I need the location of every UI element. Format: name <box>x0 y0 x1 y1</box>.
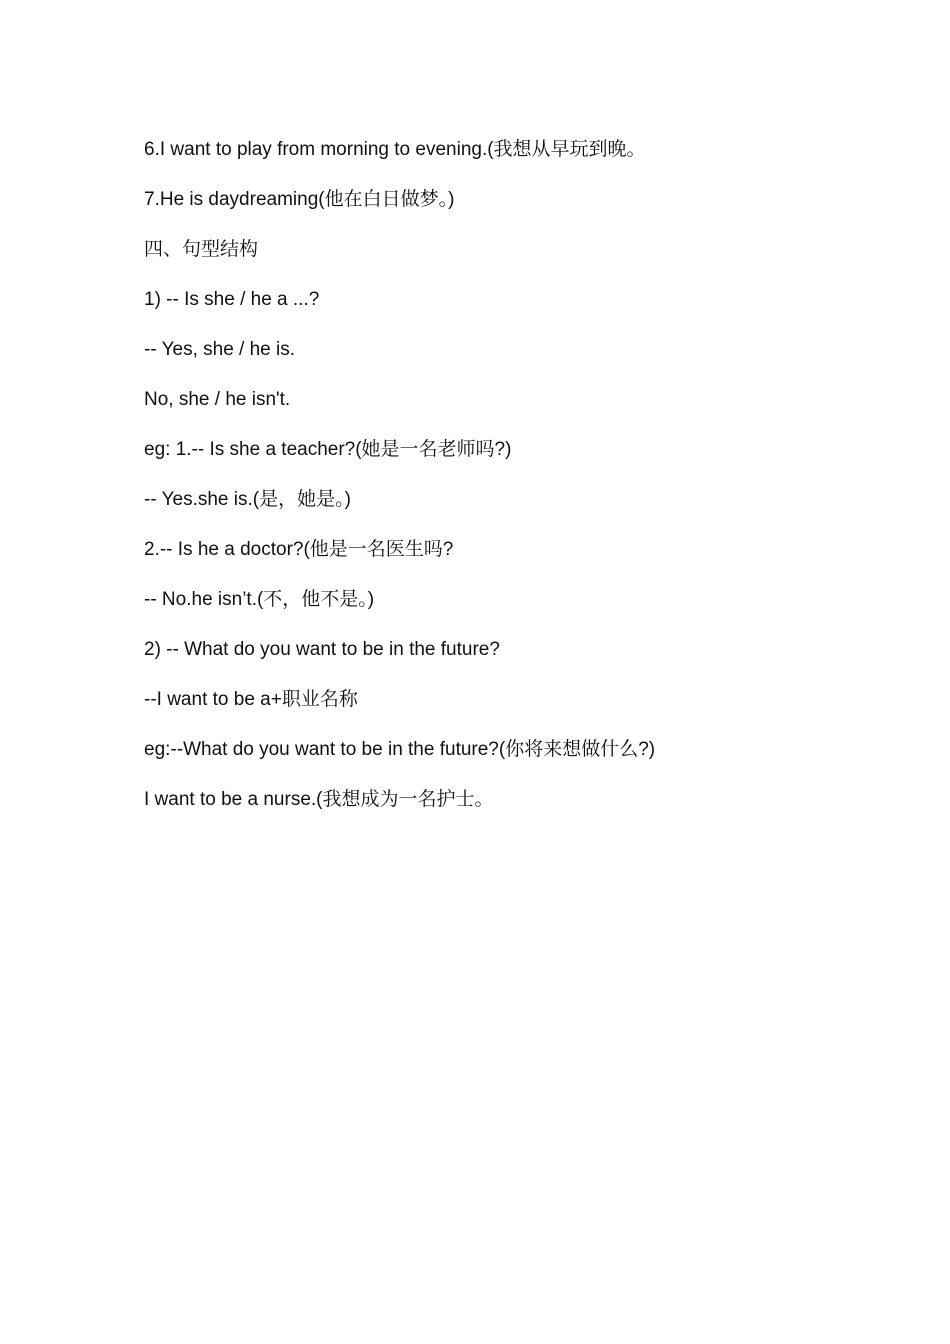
example-line: 2.-- Is he a doctor?(他是一名医生吗? <box>144 539 454 560</box>
sentence-line: 6.I want to play from morning to evening.(我想从早玩到晚。 <box>144 139 646 160</box>
pattern-line: --I want to be a+职业名称 <box>144 689 358 710</box>
section-heading: 四、句型结构 <box>144 239 259 260</box>
pattern-line: -- Yes, she / he is. <box>144 339 296 360</box>
example-line: -- Yes.she is.(是，她是。) <box>144 489 351 510</box>
example-line: I want to be a nurse.(我想成为一名护士。 <box>144 789 494 810</box>
pattern-line: 1) -- Is she / he a ...? <box>144 289 320 310</box>
pattern-line: No, she / he isn't. <box>144 389 291 410</box>
document-body <box>144 136 844 836</box>
example-line: eg: 1.-- Is she a teacher?(她是一名老师吗?) <box>144 439 512 460</box>
pattern-line: 2) -- What do you want to be in the future? <box>144 639 500 660</box>
example-line: eg:--What do you want to be in the future?(你将来想做什么?) <box>144 739 656 760</box>
sentence-line: 7.He is daydreaming(他在白日做梦。) <box>144 189 455 210</box>
example-line: -- No.he isn’t.(不，他不是。) <box>144 589 375 610</box>
